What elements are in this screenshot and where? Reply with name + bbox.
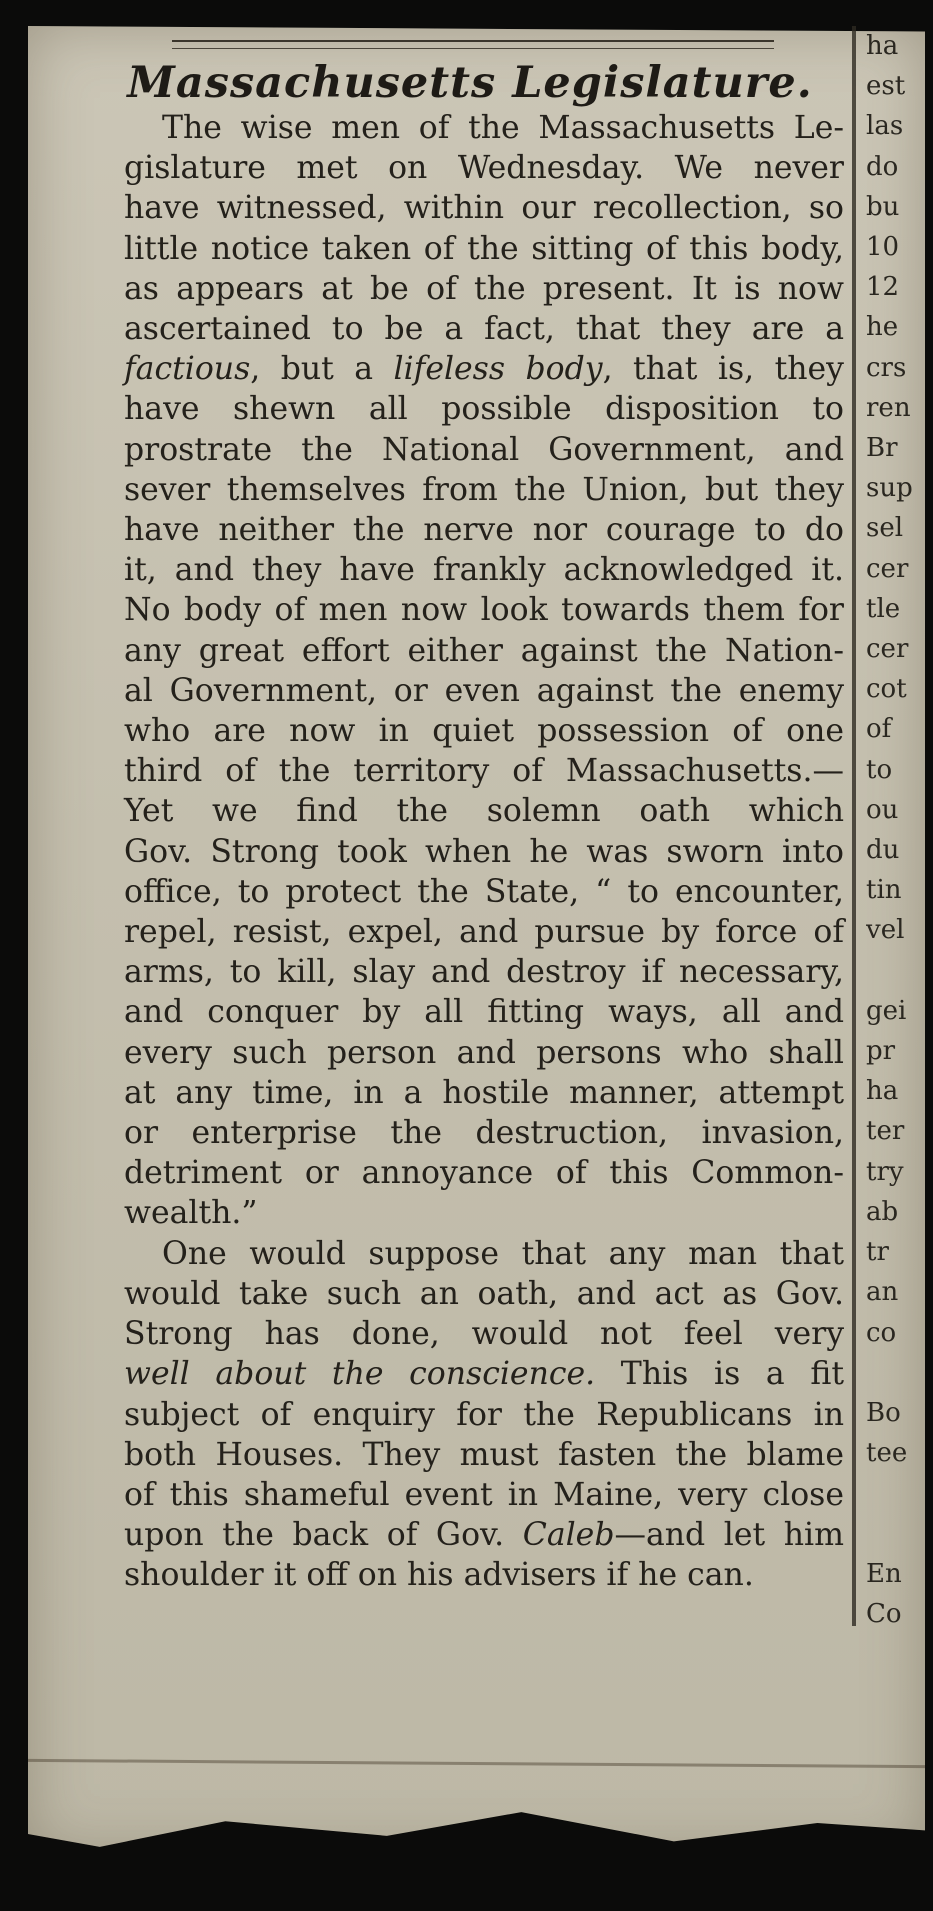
adjacent-fragment: 12 [866,272,900,303]
adjacent-fragment: sup [866,473,913,504]
adjacent-fragment: est [866,71,906,102]
article-line [124,188,844,228]
article-line [124,309,844,349]
adjacent-fragment: an [866,1277,899,1308]
article-line [124,1555,844,1595]
article-line [124,269,844,309]
line-text: as appears at be of the present. It is now [124,270,844,307]
article-line [124,550,844,590]
adjacent-fragment: vel [866,915,905,946]
adjacent-fragment: 10 [866,232,900,263]
adjacent-fragment: pr [866,1036,896,1067]
line-text: No body of men now look towards them for [124,592,844,629]
line-text: shoulder it off on his advisers if he can. [124,1557,754,1594]
adjacent-fragment: gei [866,995,907,1026]
adjacent-fragment: ab [866,1196,899,1227]
article-line [124,1475,844,1515]
line-text: Gov. Strong took when he was sworn into [124,833,844,870]
adjacent-column-fragments [866,26,926,1634]
adjacent-fragment: try [866,1156,904,1187]
article-line [124,1153,844,1193]
header-rule-top [172,40,774,42]
adjacent-fragment: to [866,754,893,785]
article-line [124,1354,844,1394]
line-italic-text: factious [124,351,251,388]
line-text: ascertained to be a fact, that they are a [124,311,844,348]
adjacent-fragment: sel [866,513,904,544]
article-line [124,631,844,671]
article-line [124,1395,844,1435]
line-text: subject of enquiry for the Republicans in [124,1396,844,1433]
adjacent-fragment: ren [866,392,911,423]
line-text: both Houses. They must fasten the blame [124,1436,844,1473]
article-title: Massachusetts Legislature. [127,58,813,108]
article-line [124,952,844,992]
line-text: have neither the nerve nor courage to do [124,512,844,549]
article-line [124,1234,844,1274]
article-line [124,1274,844,1314]
article-line [124,510,844,550]
line-text: who are now in quiet possession of one [124,713,844,750]
line-text: wealth.” [124,1195,258,1232]
adjacent-fragment: tee [866,1438,908,1469]
article-line [124,470,844,510]
article-line [124,1314,844,1354]
line-text: This is a fit [595,1356,844,1393]
line-text: One would suppose that any man that [162,1235,844,1272]
line-text: arms, to kill, slay and destroy if necessary, [124,954,844,991]
adjacent-fragment: do [866,151,899,182]
line-text: gislature met on Wednesday. We never [124,150,844,187]
line-text: Yet we find the solemn oath which [124,793,844,830]
line-italic-text: well about the conscience. [124,1356,596,1393]
article-line [124,671,844,711]
line-text: office, to protect the State, “ to encounter, [124,873,844,910]
column-divider [852,26,856,1626]
line-text: have shewn all possible disposition to [124,391,844,428]
article-line [124,590,844,630]
adjacent-fragment [866,951,926,991]
line-text: any great effort either against the Nation- [124,632,844,669]
article-line [124,349,844,389]
adjacent-fragment: tr [866,1237,889,1268]
line-text: —and let him [614,1517,844,1554]
adjacent-fragment: cot [866,674,907,705]
adjacent-fragment: Bo [866,1397,901,1428]
article-line [124,832,844,872]
adjacent-fragment: Co [866,1598,902,1629]
adjacent-fragment: ter [866,1116,905,1147]
line-text: would take such an oath, and act as Gov. [124,1275,844,1312]
article-line [124,751,844,791]
line-text: and conquer by all fitting ways, all and [124,994,844,1031]
adjacent-fragment: En [866,1558,902,1589]
line-text: little notice taken of the sitting of this body, [124,230,844,267]
line-text: have witnessed, within our recollection, so [124,190,844,227]
adjacent-fragment: du [866,835,900,866]
adjacent-fragment [866,1514,926,1554]
adjacent-fragment: co [866,1317,897,1348]
adjacent-fragment: tin [866,875,902,906]
adjacent-fragment: ou [866,794,899,825]
article-line [124,108,844,148]
article-line [124,872,844,912]
adjacent-fragment: tle [866,593,901,624]
line-text: third of the territory of Massachusetts.— [124,753,844,790]
article-line [124,1515,844,1555]
article-line [124,1113,844,1153]
article-line [124,1435,844,1475]
adjacent-fragment: cer [866,634,909,665]
line-text: The wise men of the Massachusetts Le- [162,110,844,146]
line-text: at any time, in a hostile manner, attempt [124,1074,844,1111]
line-text: Strong has done, would not feel very [124,1316,844,1353]
article-line [124,992,844,1032]
line-text: sever themselves from the Union, but they [124,471,844,508]
article-line [124,912,844,952]
adjacent-fragment: he [866,312,899,343]
line-text: every such person and persons who shall [124,1034,844,1071]
article-line [124,430,844,470]
adjacent-fragment: bu [866,191,900,222]
line-text: , that is, they [602,351,844,388]
adjacent-fragment: of [866,714,892,745]
article-body [124,108,844,1596]
article-line [124,1033,844,1073]
article-line [124,711,844,751]
adjacent-fragment [866,1473,926,1513]
article-line [124,389,844,429]
adjacent-fragment: cer [866,553,909,584]
adjacent-fragment: ha [866,1076,899,1107]
adjacent-fragment: Br [866,433,898,464]
article-line [124,148,844,188]
article-line [124,791,844,831]
adjacent-fragment: las [866,111,904,142]
adjacent-fragment: ha [866,31,899,61]
header-rule-bottom [172,48,774,49]
adjacent-fragment [866,1353,926,1393]
line-text: prostrate the National Government, and [124,431,844,468]
article-line [124,1193,844,1233]
line-text: it, and they have frankly acknowledged it. [124,552,844,589]
line-text: upon the back of Gov. [124,1517,523,1554]
line-text: or enterprise the destruction, invasion, [124,1115,844,1152]
line-italic-text: lifeless body [393,351,603,388]
line-text: al Government, or even against the enemy [124,672,844,709]
article-line [124,1073,844,1113]
adjacent-fragment: crs [866,352,907,383]
line-text: , but a [250,351,394,388]
line-text: repel, resist, expel, and pursue by force of [124,914,844,951]
article-line [124,229,844,269]
line-italic-text: Caleb [522,1517,615,1554]
line-text: detriment or annoyance of this Common- [124,1155,844,1192]
line-text: of this shameful event in Maine, very close [124,1476,844,1513]
